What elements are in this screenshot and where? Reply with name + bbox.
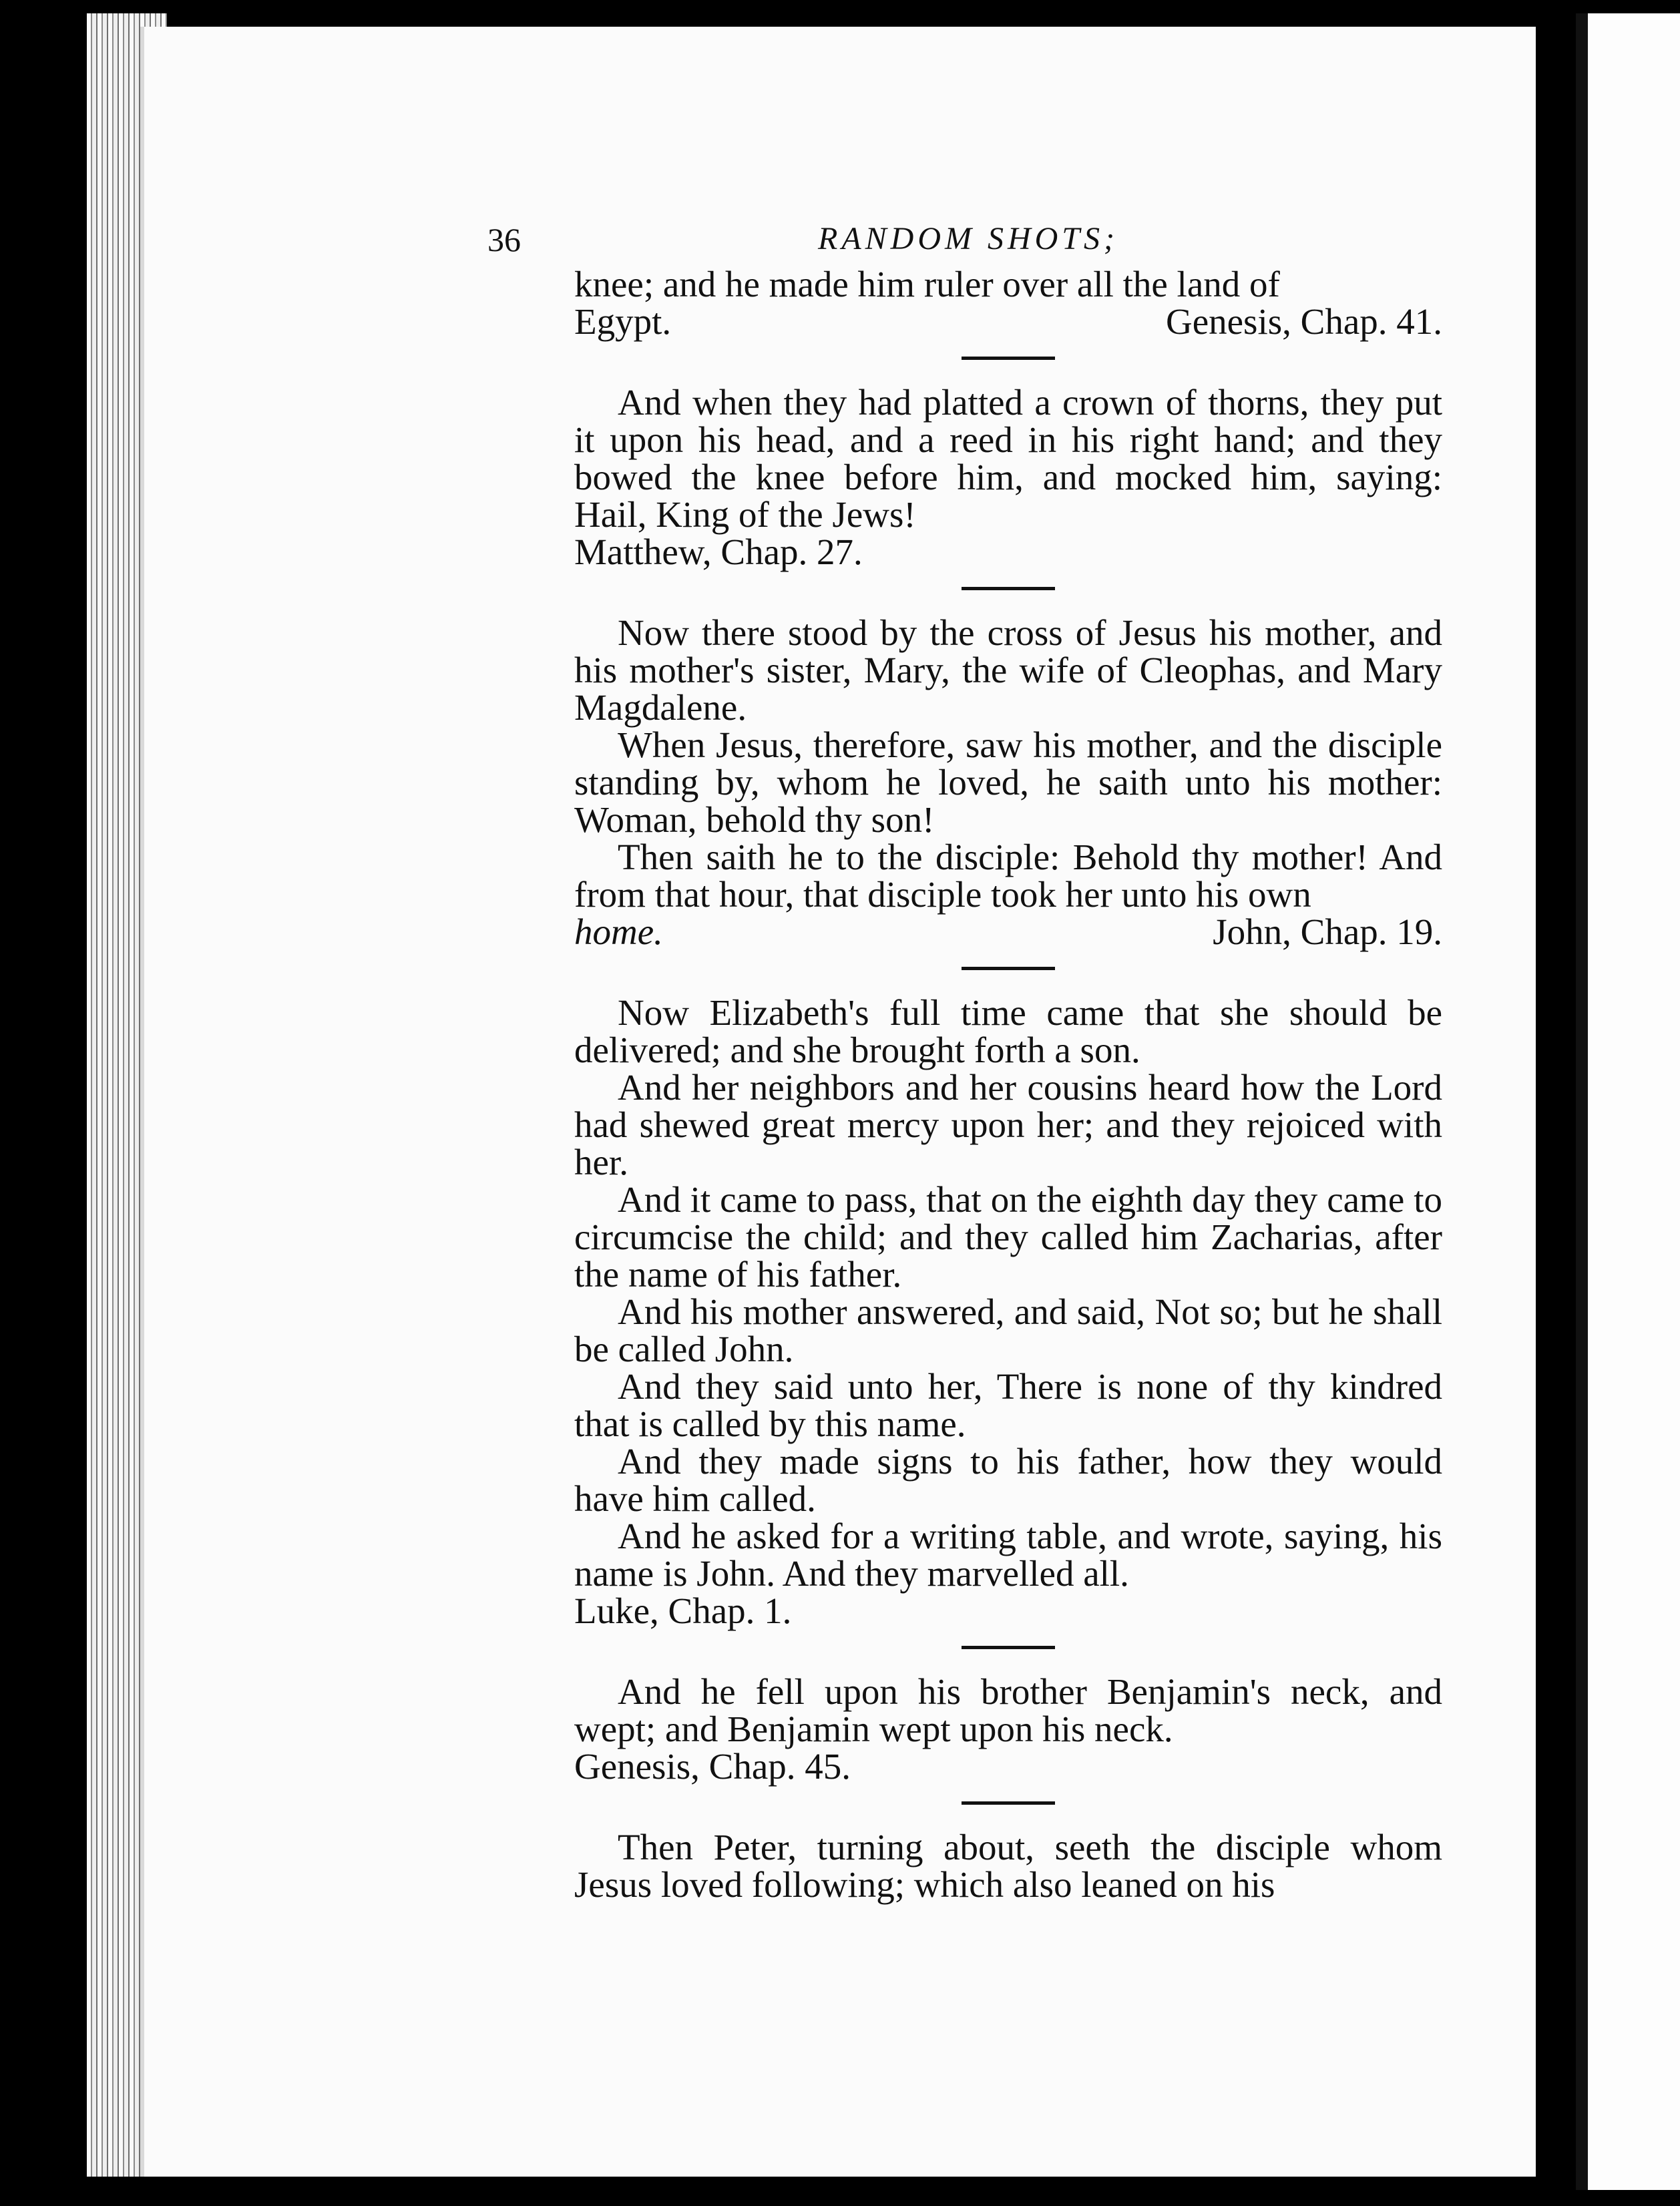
passage-continued [574, 1829, 1442, 1904]
paragraph: And when they had platted a crown of thorns, they put it upon his head, and a reed in his right hand; and they bowed the knee before him, and mocked him, saying: Hail, King of the Jews! [574, 382, 1442, 535]
citation: Genesis, Chap. 41. [1166, 301, 1442, 342]
passage-genesis-41 [574, 266, 1442, 341]
section-rule [962, 967, 1055, 970]
last-line: home. [574, 911, 663, 952]
spine [1576, 13, 1588, 2190]
last-line-row [574, 913, 1442, 951]
paragraph: When Jesus, therefore, saw his mother, and the disciple standing by, whom he loved, he saith unto his mother: Woman, behold thy son! [574, 724, 1442, 840]
passage-genesis-45 [574, 1673, 1442, 1785]
page-number: 36 [487, 221, 521, 258]
citation: Genesis, Chap. 45. [574, 1746, 851, 1787]
paragraph: And he asked for a writing table, and wrote, saying, his name is John. And they marvelled all. [574, 1516, 1442, 1594]
last-line-row [574, 303, 1442, 341]
paragraph: And it came to pass, that on the eighth day they came to circumcise the child; and they called him Zacharias, after the name of his father. [574, 1179, 1442, 1295]
paragraph: And they made signs to his father, how they would have him called. [574, 1441, 1442, 1519]
citation: Matthew, Chap. 27. [574, 531, 863, 572]
paragraph: Then Peter, turning about, seeth the disciple whom Jesus loved following; which also leaned on his [574, 1827, 1442, 1905]
passage-john-19 [574, 614, 1442, 951]
paragraph: And he fell upon his brother Benjamin's neck, and wept; and Benjamin wept upon his neck. [574, 1671, 1442, 1749]
section-rule [962, 1646, 1055, 1649]
paragraph: And they said unto her, There is none of thy kindred that is called by this name. [574, 1366, 1442, 1444]
running-title: RANDOM SHOTS; [818, 221, 1118, 256]
paragraph: knee; and he made him ruler over all the land of [574, 264, 1280, 304]
facing-page-edge [1576, 13, 1680, 2190]
paragraph: Then saith he to the disciple: Behold thy mother! And from that hour, that disciple took her unto his own [574, 837, 1442, 915]
paragraph: Now Elizabeth's full time came that she should be delivered; and she brought forth a son. [574, 992, 1442, 1070]
citation: John, Chap. 19. [1213, 911, 1442, 952]
last-line: Egypt. [574, 301, 672, 342]
section-rule [962, 357, 1055, 360]
citation: Luke, Chap. 1. [574, 1590, 792, 1631]
passage-matthew-27 [574, 384, 1442, 571]
section-rule [962, 1801, 1055, 1805]
gutter [1536, 0, 1576, 2206]
body-text [574, 266, 1442, 1904]
paragraph: Now there stood by the cross of Jesus his mother, and his mother's sister, Mary, the wife of Cleophas, and Mary Magdalene. [574, 612, 1442, 728]
passage-luke-1 [574, 994, 1442, 1630]
section-rule [962, 587, 1055, 590]
paragraph: And his mother answered, and said, Not so; but he shall be called John. [574, 1291, 1442, 1369]
paragraph: And her neighbors and her cousins heard how the Lord had shewed great mercy upon her; and they rejoiced with her. [574, 1067, 1442, 1182]
